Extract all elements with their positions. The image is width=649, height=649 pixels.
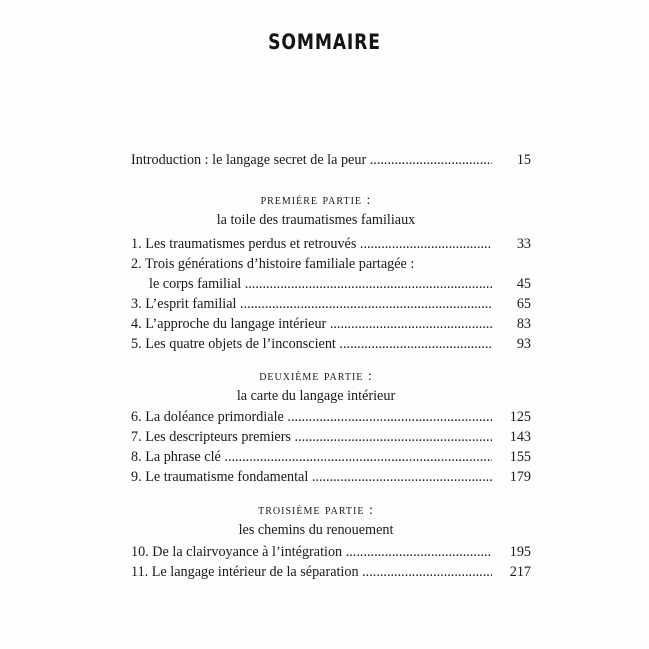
part-subtitle: la carte du langage intérieur [236,388,396,404]
page-title: SOMMAIRE [268,30,381,54]
part-subtitle: les chemins du renouement [238,522,394,538]
part-heading-2 [131,368,501,406]
toc-entry-number: 8. [131,449,142,465]
toc-entry-page: 33 [516,236,531,252]
toc-entry-number: 11. [131,564,149,580]
toc-entry-label: Introduction : le langage secret de la peur [131,152,367,168]
toc-entry-number: 2. [131,256,142,272]
toc-entry-page: 15 [516,152,531,168]
toc-entry-page: 217 [509,564,531,580]
part-heading-1 [131,192,501,230]
toc-entry-label: Trois générations d’histoire familiale partagée : [144,256,415,272]
toc-entry-6[interactable] [131,407,531,428]
toc-entry-page: 179 [509,469,531,485]
toc-entry-label: Les traumatismes perdus et retrouvés [145,236,357,252]
toc-entry-number: 5. [131,336,142,352]
toc-entry-7[interactable] [131,427,531,448]
toc-entry-3[interactable] [131,294,531,315]
toc-entry-number: 10. [131,544,149,560]
toc-entry-label: L’approche du langage intérieur [145,316,327,332]
toc-entry-page: 65 [516,296,531,312]
toc-entry-introduction[interactable] [131,150,531,171]
toc-entry-label: De la clairvoyance à l’intégration [152,544,343,560]
part-label: troisième partie : [258,503,374,518]
toc-entry-label: Le langage intérieur de la séparation [151,564,359,580]
toc-entry-page: 93 [516,336,531,352]
toc-entry-page: 45 [516,276,531,292]
toc-entry-number: 4. [131,316,142,332]
toc-entry-1[interactable] [131,234,531,255]
toc-entry-page: 195 [509,544,531,560]
toc-entry-page: 125 [509,409,531,425]
toc-entry-page: 83 [516,316,531,332]
toc-entry-label: Le traumatisme fondamental [145,469,309,485]
toc-entry-page: 155 [509,449,531,465]
toc-entry-4[interactable] [131,314,531,335]
toc-entry-number: 1. [131,236,142,252]
toc-entry-2[interactable] [131,254,501,275]
part-subtitle: la toile des traumatismes familiaux [216,212,416,228]
toc-entry-page: 143 [509,429,531,445]
part-label: première partie : [260,193,372,208]
part-label: deuxième partie : [259,369,373,384]
toc-entry-number: 6. [131,409,142,425]
toc-entry-2-continuation[interactable] [131,274,531,295]
toc-entry-label: La phrase clé [145,449,221,465]
toc-entry-continuation: le corps familial [149,276,242,292]
toc-entry-9[interactable] [131,467,531,488]
toc-entry-11[interactable] [131,562,531,583]
toc-entry-number: 9. [131,469,142,485]
toc-entry-label: Les descripteurs premiers [145,429,291,445]
toc-entry-number: 7. [131,429,142,445]
toc-entry-label: La doléance primordiale [145,409,284,425]
toc-entry-label: Les quatre objets de l’inconscient [145,336,336,352]
toc-entry-5[interactable] [131,334,531,355]
toc-entry-8[interactable] [131,447,531,468]
toc-entry-number: 3. [131,296,142,312]
toc-entry-10[interactable] [131,542,531,563]
part-heading-3 [131,502,501,540]
toc-entry-label: L’esprit familial [145,296,237,312]
